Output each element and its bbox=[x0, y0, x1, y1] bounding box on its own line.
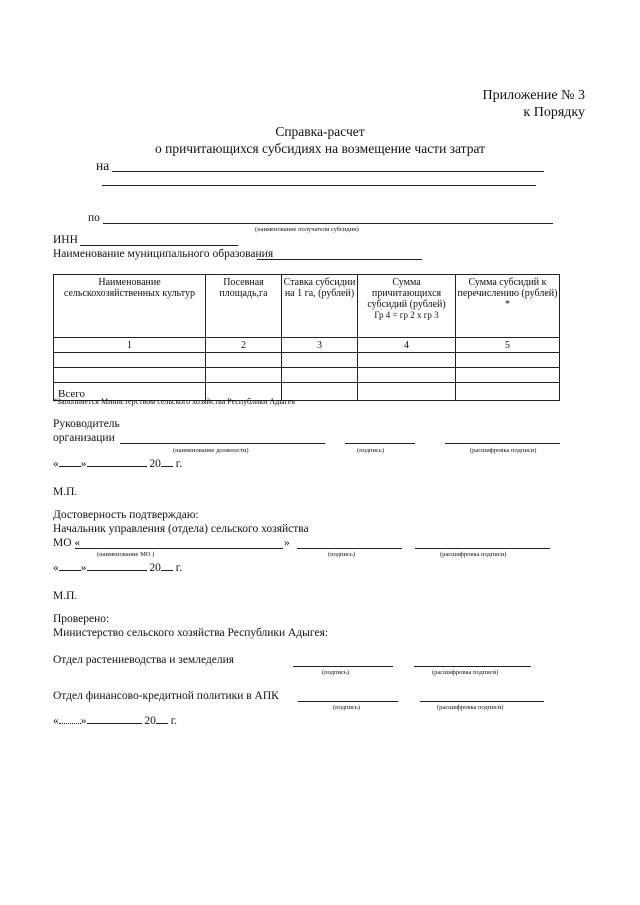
table-cell[interactable] bbox=[206, 368, 282, 383]
confirm-line1: Достоверность подтверждаю: bbox=[53, 509, 199, 521]
head-decode-line[interactable] bbox=[445, 443, 560, 444]
purpose-line-2[interactable] bbox=[102, 185, 536, 186]
document-title: Справка-расчет bbox=[275, 124, 365, 139]
header-transfer-sum: Сумма субсидий к перечислению (рублей) * bbox=[456, 275, 560, 338]
col-number: 1 bbox=[54, 338, 206, 353]
col-number: 4 bbox=[358, 338, 456, 353]
verified-line1: Проверено: bbox=[53, 613, 110, 625]
confirm-decode-line[interactable] bbox=[415, 548, 550, 549]
confirm-signature-line[interactable] bbox=[297, 548, 402, 549]
inn-line[interactable] bbox=[80, 245, 238, 246]
head-title-line2: организации bbox=[53, 432, 115, 444]
confirm-mo-prefix: МО « bbox=[53, 537, 81, 549]
confirm-mo-caption: (наименование МО ) bbox=[97, 551, 155, 558]
table-cell[interactable] bbox=[282, 368, 358, 383]
dept2-signature-line[interactable] bbox=[298, 701, 398, 702]
table-cell[interactable] bbox=[54, 368, 206, 383]
table-cell[interactable] bbox=[206, 353, 282, 368]
document-subtitle: о причитающихся субсидиях на возмещение части затрат bbox=[154, 141, 486, 156]
confirm-date: « » 20 г. bbox=[53, 562, 183, 574]
dept1-decode-caption: (расшифровка подписи) bbox=[432, 669, 499, 676]
dept1-signature-caption: (подпись) bbox=[322, 669, 349, 676]
head-signature-line[interactable] bbox=[345, 443, 415, 444]
header-crops: Наименование сельскохозяйственных культур bbox=[54, 275, 206, 338]
table-cell[interactable] bbox=[456, 368, 560, 383]
head-title-line1: Руководитель bbox=[53, 418, 120, 430]
purpose-line-1[interactable] bbox=[112, 171, 544, 172]
total-label: Всего bbox=[54, 383, 206, 401]
dept2-signature-caption: (подпись) bbox=[333, 704, 360, 711]
table-number-row bbox=[54, 338, 560, 353]
mo-name-line[interactable] bbox=[75, 548, 283, 549]
municipality-line[interactable] bbox=[257, 259, 422, 260]
head-position-line[interactable] bbox=[120, 443, 325, 444]
confirm-line2: Начальник управления (отдела) сельского хозяйства bbox=[53, 523, 309, 535]
table-cell[interactable] bbox=[358, 368, 456, 383]
head-decode-caption: (расшифровка подписи) bbox=[470, 447, 537, 454]
table-cell[interactable] bbox=[456, 353, 560, 368]
dept2-decode-caption: (расшифровка подписи) bbox=[437, 704, 504, 711]
appendix-number: Приложение № 3 bbox=[482, 88, 585, 103]
table-header-row bbox=[54, 275, 560, 338]
subsidy-table bbox=[53, 274, 560, 401]
table-cell[interactable] bbox=[54, 353, 206, 368]
title-na-label: на bbox=[96, 158, 110, 173]
dept2-label: Отдел финансово-кредитной политики в АПК bbox=[53, 690, 279, 702]
head-stamp: М.П. bbox=[53, 486, 78, 498]
dept1-signature-line[interactable] bbox=[293, 666, 393, 667]
recipient-caption: (наименование получателя субсидии) bbox=[255, 226, 359, 233]
table-row[interactable] bbox=[54, 353, 560, 368]
header-rate: Ставка субсидии на 1 га, (рублей) bbox=[282, 275, 358, 338]
municipality-label: Наименование муниципального образования bbox=[53, 248, 274, 260]
confirm-mo-close: » bbox=[284, 537, 290, 549]
table-row[interactable] bbox=[54, 368, 560, 383]
head-position-caption: (наименование должности) bbox=[173, 447, 249, 454]
dept2-decode-line[interactable] bbox=[420, 701, 544, 702]
header-area: Посевная площадь,га bbox=[206, 275, 282, 338]
appendix-reference: к Порядку bbox=[523, 105, 585, 120]
header-due-sum: Сумма причитающихся субсидий (рублей) Гр 4 = гр 2 х гр 3 bbox=[358, 275, 456, 338]
col-number: 3 bbox=[282, 338, 358, 353]
recipient-name-line[interactable] bbox=[103, 223, 553, 224]
verified-line2: Министерство сельского хозяйства Республики Адыгея: bbox=[53, 627, 329, 639]
header-formula: Гр 4 = гр 2 х гр 3 bbox=[374, 310, 439, 320]
confirm-stamp: М.П. bbox=[53, 590, 78, 602]
table-cell[interactable] bbox=[358, 383, 456, 401]
head-date: « » 20 г. bbox=[53, 458, 183, 470]
table-cell[interactable] bbox=[358, 353, 456, 368]
col-number: 5 bbox=[456, 338, 560, 353]
col-number: 2 bbox=[206, 338, 282, 353]
confirm-signature-caption: (подпись) bbox=[328, 551, 355, 558]
verified-date: « » 20 г. bbox=[53, 715, 178, 727]
head-signature-caption: (подпись) bbox=[357, 447, 384, 454]
inn-label: ИНН bbox=[53, 234, 78, 246]
table-cell[interactable] bbox=[456, 383, 560, 401]
table-footnote: *Заполняется Министерством сельского хозяйства Республики Адыгея bbox=[53, 397, 295, 406]
table-cell[interactable] bbox=[282, 353, 358, 368]
dept1-label: Отдел растениеводства и земледелия bbox=[53, 654, 235, 666]
recipient-po-label: по bbox=[88, 212, 100, 224]
confirm-decode-caption: (расшифровка подписи) bbox=[440, 551, 507, 558]
dept1-decode-line[interactable] bbox=[414, 666, 531, 667]
